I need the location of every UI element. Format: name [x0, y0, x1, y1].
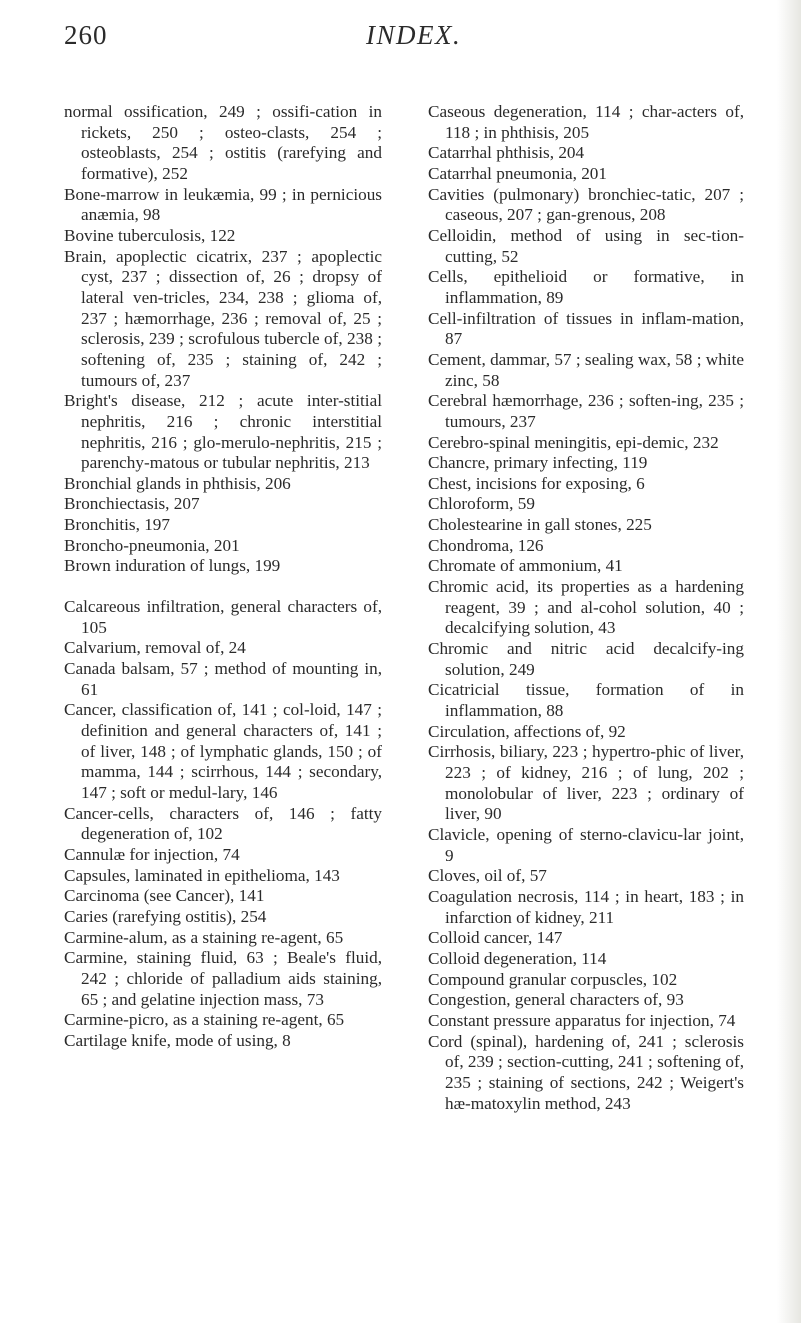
index-entry: Cerebro-spinal meningitis, epi-demic, 232 [428, 432, 719, 452]
index-entry: Caries (rarefying ostitis), 254 [64, 906, 267, 926]
index-entry: Chromate of ammonium, 41 [428, 556, 623, 576]
index-entry: Cerebral hæmorrhage, 236 ; soften-ing, 235 ; tumours, 237 [428, 391, 744, 431]
index-entry: Cholestearine in gall stones, 225 [428, 515, 652, 535]
index-entry: Cancer-cells, characters of, 146 ; fatty degeneration of, 102 [64, 803, 382, 844]
index-entry: Bronchitis, 197 [64, 515, 170, 535]
index-entry: Cavities (pulmonary) bronchiec-tatic, 207 ; caseous, 207 ; gan-grenous, 208 [428, 184, 744, 225]
running-head: INDEX. [366, 20, 462, 50]
index-entry: Cartilage knife, mode of using, 8 [64, 1030, 291, 1050]
index-entry: Chloroform, 59 [428, 494, 535, 514]
index-entry: Coagulation necrosis, 114 ; in heart, 183 ; in infarction of kidney, 211 [428, 886, 744, 927]
index-entry: Constant pressure apparatus for injection, 74 [428, 1010, 736, 1030]
index-entry: Compound granular corpuscles, 102 [428, 969, 678, 989]
index-entry: Brain, apoplectic cicatrix, 237 ; apoplectic cyst, 237 ; dissection of, 26 ; dropsy of lateral ven-tricles, 234, 238 ; glioma of, 237 ; hæmorrhage, 236 ; removal of, 25 ; sclerosis, 239 ; scrofulous tubercle of, 238 ; softening of, 235 ; staining of, 242 ; tumours of, 237 [64, 246, 382, 390]
index-entry: Cement, dammar, 57 ; sealing wax, 58 ; white zinc, 58 [428, 349, 744, 390]
index-entry: Chondroma, 126 [428, 535, 544, 555]
index-entry: Calcareous infiltration, general characters of, 105 [64, 597, 382, 637]
index-entry: Canada balsam, 57 ; method of mounting in, 61 [64, 659, 382, 699]
index-entry: Carmine-picro, as a staining re-agent, 65 [64, 1010, 345, 1030]
index-entry: Celloidin, method of using in sec-tion-cutting, 52 [428, 225, 744, 266]
index-entry: normal ossification, 249 ; ossifi-cation in rickets, 250 ; osteo-clasts, 254 ; osteoblasts, 254 ; ostitis (rarefying and formative), 252 [64, 102, 382, 183]
index-entry: Cloves, oil of, 57 [428, 866, 547, 886]
index-entry: Catarrhal pneumonia, 201 [428, 163, 607, 183]
index-entry: Cell-infiltration of tissues in inflam-mation, 87 [428, 308, 744, 349]
index-entry: Brown induration of lungs, 199 [64, 556, 281, 576]
letter-gap [64, 577, 382, 597]
index-entry: Cannulæ for injection, 74 [64, 844, 240, 864]
index-entry: Congestion, general characters of, 93 [428, 990, 684, 1010]
index-entry: Carmine-alum, as a staining re-agent, 65 [64, 927, 344, 947]
index-entry: Chromic acid, its properties as a hardening reagent, 39 ; and al-cohol solution, 40 ; decalcifying solution, 43 [428, 577, 744, 638]
index-entry: Chest, incisions for exposing, 6 [428, 473, 645, 493]
index-entry: Carmine, staining fluid, 63 ; Beale's fluid, 242 ; chloride of palladium aids staining, 65 ; and gelatine injection mass, 73 [64, 948, 382, 1009]
index-entry: Bone-marrow in leukæmia, 99 ; in pernicious anæmia, 98 [64, 184, 382, 225]
page-edge-shadow [777, 0, 801, 1323]
index-entry: Broncho-pneumonia, 201 [64, 535, 240, 555]
index-column-right [428, 102, 744, 1114]
index-entry: Cirrhosis, biliary, 223 ; hypertro-phic of liver, 223 ; of kidney, 216 ; of lung, 202 ; monolobular of liver, 223 ; ordinary of liver, 90 [428, 742, 744, 824]
page-number: 260 [64, 20, 108, 50]
index-entry: Bright's disease, 212 ; acute inter-stitial nephritis, 216 ; chronic interstitial nephritis, 216 ; glo-merulo-nephritis, 215 ; parenchy-matous or tubular nephritis, 213 [64, 391, 382, 473]
index-entry: Cicatricial tissue, formation of in inflammation, 88 [428, 680, 744, 721]
index-entry: Chancre, primary infecting, 119 [428, 453, 648, 473]
index-entry: Bronchiectasis, 207 [64, 494, 200, 514]
index-entry: Chromic and nitric acid decalcify-ing solution, 249 [428, 639, 744, 679]
index-entry: Carcinoma (see Cancer), 141 [64, 886, 265, 906]
index-entry: Bovine tuberculosis, 122 [64, 225, 236, 245]
index-entry: Colloid degeneration, 114 [428, 948, 607, 968]
index-entry: Circulation, affections of, 92 [428, 721, 626, 741]
index-entry: Cord (spinal), hardening of, 241 ; sclerosis of, 239 ; section-cutting, 241 ; softening of, 235 ; staining of sections, 242 ; Weigert's hæ-matoxylin method, 243 [428, 1031, 744, 1113]
index-entry: Clavicle, opening of sterno-clavicu-lar joint, 9 [428, 824, 744, 865]
index-entry: Colloid cancer, 147 [428, 928, 563, 948]
index-entry: Caseous degeneration, 114 ; char-acters of, 118 ; in phthisis, 205 [428, 102, 744, 142]
index-entry: Cells, epithelioid or formative, in inflammation, 89 [428, 267, 744, 307]
index-entry: Capsules, laminated in epithelioma, 143 [64, 865, 340, 885]
index-entry: Catarrhal phthisis, 204 [428, 143, 585, 163]
page-header [0, 12, 801, 64]
index-entry: Cancer, classification of, 141 ; col-loid, 147 ; definition and general characters of, 141 ; of liver, 148 ; of lymphatic glands, 150 ; of mamma, 144 ; scirrhous, 144 ; secondary, 147 ; soft or medul-lary, 146 [64, 700, 382, 802]
index-column-left [64, 102, 382, 1052]
index-entry: Calvarium, removal of, 24 [64, 638, 246, 658]
index-entry: Bronchial glands in phthisis, 206 [64, 473, 291, 493]
